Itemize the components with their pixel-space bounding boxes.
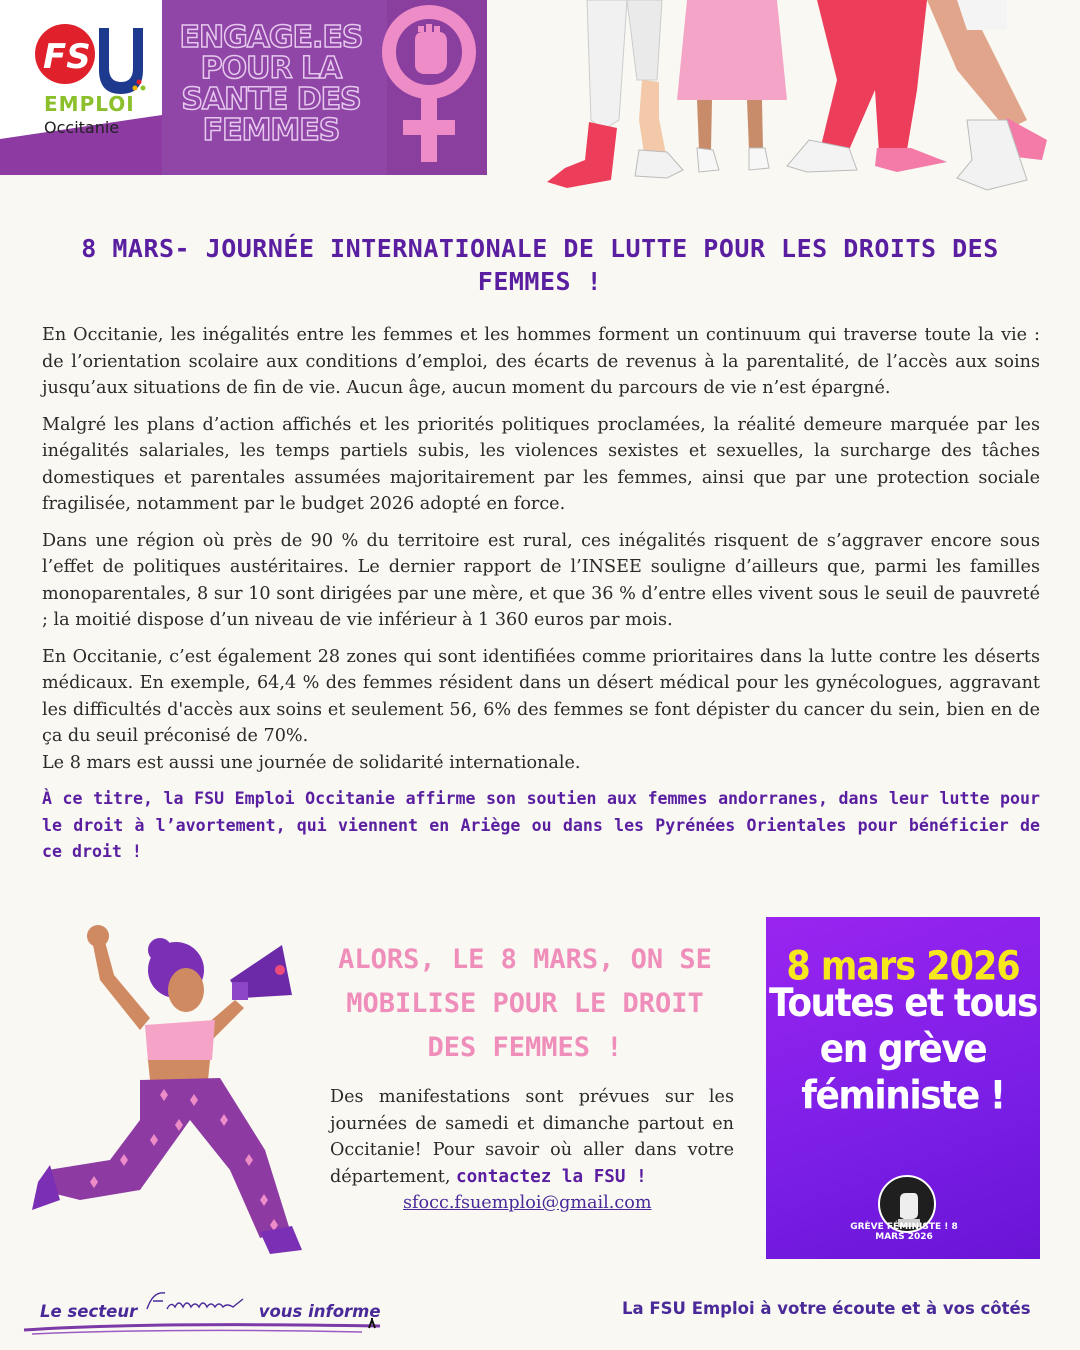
marching-legs-illustration: [487, 0, 1080, 200]
paragraph-policies: Malgré les plans d’action affichés et les priorités politiques proclamées, la réalité demeure marquée par les inégalités salariales, les temps partiels subis, les violences sexistes et sexuelles, la surcharge des tâches domestiques et parentales assumées majoritairement par les femmes, ainsi que par une protection sociale fragilisée, notamment par le budget 2026 adopté en force.: [42, 414, 1040, 514]
greve-feministe-poster: [766, 917, 1040, 1259]
page-title: 8 MARS- JOURNÉE INTERNATIONALE DE LUTTE POUR LES DROITS DES FEMMES !: [81, 234, 999, 296]
logo-emploi: EMPLOI: [44, 92, 135, 116]
article-body: [42, 322, 1040, 876]
logo-region: Occitanie: [44, 118, 120, 137]
svg-text:FS: FS: [43, 37, 91, 77]
poster-badge-text: GRÈVE FÉMINISTE ! 8 MARS 2026: [850, 1222, 958, 1242]
footer-left-suffix: vous informe: [258, 1302, 381, 1321]
poster-date: 8 mars 2026: [786, 944, 1020, 990]
paragraph-intro: En Occitanie, les inégalités entre les femmes et les hommes forment un continuum qui traverse toute la vie : de l’orientation scolaire aux conditions d’emploi, des écarts de revenus à la parentalité, de l’accès aux soins jusqu’aux situations de fin de vie. Aucun âge, aucun moment du parcours de vie n’est épargné.: [42, 325, 1040, 398]
banner-title: ENGAGE.ES POUR LA SANTE DES FEMMES: [179, 20, 363, 148]
footer-sector-info: [40, 1287, 381, 1321]
paragraph-support-statement: À ce titre, la FSU Emploi Occitanie affirme son soutien aux femmes andorranes, dans leur lutte pour le droit à l’avortement, qui viennent en Ariège ou dans les Pyrénées Orientales pour bénéficier de ce droit !: [42, 789, 1040, 861]
footer-brush-underline: [22, 1318, 382, 1338]
paragraph-solidarity: Le 8 mars est aussi une journée de solidarité internationale.: [42, 752, 581, 773]
fsu-mark-icon: [35, 20, 155, 95]
contact-email-link[interactable]: sfocc.fsuemploi@gmail.com: [403, 1193, 652, 1213]
fsu-logo: [0, 0, 162, 175]
footer-left-prefix: Le secteur: [40, 1302, 138, 1321]
femmes-signature-handwriting: [143, 1287, 248, 1317]
poster-slogan: Toutes et tous en grève féministe !: [769, 980, 1037, 1119]
mobilize-text: Des manifestations sont prévues sur les journées de samedi et dimanche partout en Occitanie! Pour savoir où aller dans votre département,: [330, 1087, 734, 1187]
paragraph-medical-deserts: En Occitanie, c’est également 28 zones qui sont identifiées comme prioritaires dans la lutte contre les déserts médicaux. En exemple, 64,4 % des femmes résident dans un désert médical pour les gynécologues, aggravant les difficultés d'accès aux soins et seulement 56, 6% des femmes se font dépister du cancer du sein, bien en de ça du seuil préconisé de 70%.: [42, 646, 1040, 746]
feminist-fist-venus-icon: [367, 0, 487, 175]
header-banner: [162, 0, 487, 175]
footer-tagline: La FSU Emploi à votre écoute et à vos côtés: [622, 1299, 1031, 1318]
mobilize-text-block: [330, 1084, 734, 1190]
femmes-signature: [143, 1287, 253, 1321]
contact-fsu-text: contactez la FSU !: [456, 1166, 647, 1187]
paragraph-rural: Dans une région où près de 90 % du territoire est rural, ces inégalités risquent de s’aggraver encore sous l’effet de politiques austéritaires. Le dernier rapport de l’INSEE souligne d’ailleurs que, parmi les familles monoparentales, 8 sur 10 sont dirigées par une mère, et que 36 % d’entre elles vivent sous le seuil de pauvreté ; la moitié dispose d’un niveau de vie inférieur à 1 360 euros par mois.: [42, 530, 1040, 630]
mobilize-title: ALORS, LE 8 MARS, ON SE MOBILISE POUR LE DROIT DES FEMMES !: [338, 944, 712, 1063]
woman-megaphone-illustration: [20, 920, 340, 1260]
